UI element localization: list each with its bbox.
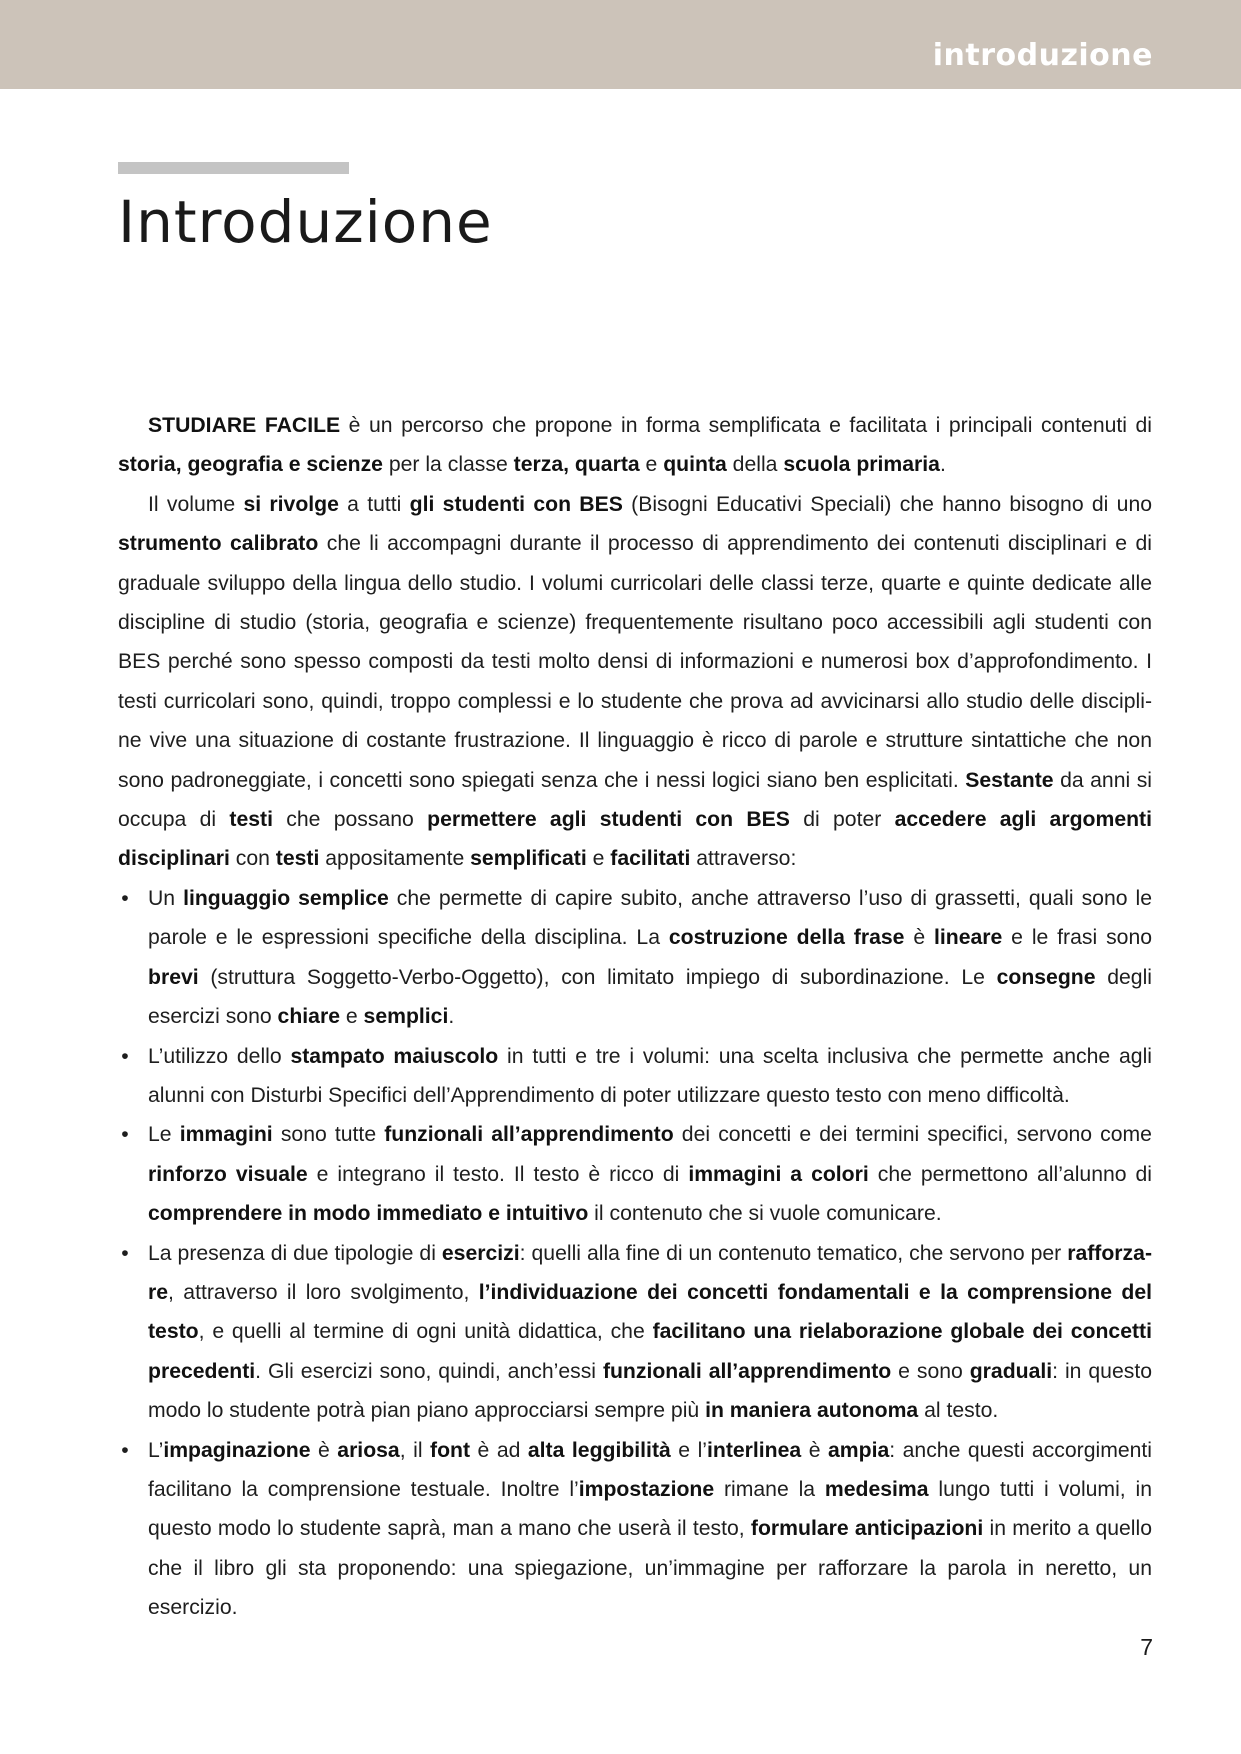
- text-run: .: [939, 453, 946, 477]
- bullet-icon: •: [121, 886, 129, 910]
- text-run: è: [801, 1438, 828, 1462]
- bullet-icon: •: [121, 1438, 129, 1462]
- bold-text: scuola primaria: [783, 453, 940, 477]
- text-run: , attraverso il loro svolgimento,: [168, 1280, 479, 1304]
- bold-text: interlinea: [707, 1438, 802, 1462]
- text-run: (Bisogni Educativi Speciali) che hanno bisogno di uno: [622, 492, 1153, 516]
- text-run: e: [339, 1005, 364, 1029]
- bold-text: formulare anticipazioni: [750, 1517, 984, 1541]
- text-run: e le frasi sono: [1002, 926, 1153, 950]
- text-run: Un: [148, 886, 184, 910]
- bold-text: testi: [275, 847, 320, 871]
- text-run: che permettono all’alunno di: [868, 1162, 1153, 1186]
- bold-text: rafforzare: [148, 1241, 1152, 1304]
- text-run: La presenza di due tipologie di: [148, 1241, 442, 1265]
- text-run: L’utilizzo dello: [148, 1044, 291, 1068]
- text-run: : anche questi accorgimenti facilitano la comprensione testuale. Inoltre l’: [148, 1438, 1153, 1501]
- text-run: Il volume: [148, 492, 244, 516]
- bold-text: testi: [229, 808, 273, 832]
- bold-text: comprendere in modo immediato e intuitivo: [148, 1202, 589, 1226]
- list-item: [118, 879, 1152, 1037]
- bold-text: graduali: [969, 1359, 1053, 1383]
- body-text: [118, 406, 1152, 1628]
- intro-paragraph: [118, 406, 1152, 485]
- bold-text: gli studenti con BES: [409, 492, 623, 516]
- page-title: Introduzione: [118, 188, 493, 256]
- bold-text: funzionali all’apprendimento: [384, 1123, 674, 1147]
- bold-text: stampato maiuscolo: [290, 1044, 499, 1068]
- text-run: è un percorso che propone in forma semplificata e facilitata i principali contenuti di: [340, 414, 1152, 437]
- list-item-text: [148, 887, 1152, 1028]
- list-item-text: [148, 1242, 1152, 1423]
- bold-text: esercizi: [441, 1241, 520, 1265]
- bold-text: quinta: [663, 453, 727, 477]
- text-run: e: [586, 847, 611, 871]
- bold-text: in maniera autonoma: [705, 1399, 919, 1423]
- bold-text: Sestante: [965, 768, 1054, 792]
- bullet-icon: •: [121, 1241, 129, 1265]
- bold-text: chiare: [277, 1005, 340, 1029]
- bold-text: ariosa: [337, 1438, 400, 1462]
- text-run: a tutti: [338, 492, 410, 516]
- text-run: che permette di capire subito, anche attraverso l’uso di grassetti, quali sono le parole e le espressioni specifiche della disciplina. La: [148, 886, 1152, 950]
- bold-text: strumento calibrato: [118, 532, 319, 556]
- text-run: che possano: [272, 808, 428, 832]
- list-item: [118, 1037, 1152, 1116]
- text-run: il contenuto che si vuole comunicare.: [588, 1202, 942, 1226]
- bold-text: linguaggio semplice: [183, 886, 389, 910]
- bold-text: rinforzo visuale: [148, 1162, 308, 1186]
- text-run: degli esercizi sono: [148, 965, 1152, 1029]
- list-item: [118, 1431, 1152, 1628]
- title-rule: [118, 162, 349, 174]
- bold-text: alta leggibilità: [527, 1438, 671, 1462]
- bold-text: costruzione della frase: [668, 926, 905, 950]
- text-run: è: [904, 926, 934, 950]
- text-run: Le: [148, 1123, 180, 1147]
- text-run: rimane la: [714, 1477, 825, 1501]
- bullet-icon: •: [121, 1044, 129, 1068]
- bold-text: semplificati: [470, 847, 587, 871]
- bold-text: consegne: [996, 965, 1096, 989]
- text-run: e sono: [891, 1359, 970, 1383]
- bold-text: immagini a colori: [688, 1162, 869, 1186]
- list-item: [118, 1115, 1152, 1233]
- bold-text: facilitano una rielaborazione globale dei concetti precedenti: [148, 1320, 1152, 1383]
- feature-list: [118, 879, 1152, 1628]
- text-run: : quelli alla fine di un contenuto tematico, che servono per: [519, 1241, 1068, 1265]
- bold-text: immagini: [179, 1123, 273, 1147]
- bold-text: facilitati: [610, 847, 691, 871]
- text-run: , il: [399, 1438, 431, 1462]
- text-run: da anni si occupa di: [118, 768, 1152, 832]
- text-run: dei concetti e dei termini specifici, servono come: [673, 1123, 1152, 1147]
- text-run: in tutti e tre i volumi: una scelta inclusiva che permette anche agli alunni con Disturbi Specifici dell’Apprendimento di poter utilizzare questo testo con meno difficoltà.: [148, 1044, 1152, 1107]
- text-run: della: [726, 453, 784, 477]
- list-item: [118, 1234, 1152, 1431]
- bold-text: impaginazione: [163, 1438, 311, 1462]
- bold-text: brevi: [148, 965, 199, 989]
- text-run: , e quelli al termine di ogni unità didattica, che: [198, 1320, 653, 1344]
- text-run: attraverso:: [690, 847, 797, 871]
- text-run: di poter: [789, 808, 895, 832]
- text-run: lungo tutti i volumi, in questo modo lo studente saprà, man a mano che userà il testo,: [148, 1477, 1152, 1541]
- text-run: e l’: [670, 1438, 707, 1462]
- text-run: sono tutte: [272, 1123, 385, 1147]
- bullet-icon: •: [121, 1123, 129, 1147]
- text-run: e: [639, 453, 664, 477]
- list-item-text: [148, 1045, 1152, 1107]
- description-paragraph: [118, 485, 1152, 879]
- running-header: introduzione: [932, 38, 1153, 73]
- header-band: [0, 0, 1241, 89]
- text-run: in merito a quello che il libro gli sta proponendo: una spiegazione, un’immagine per rafforzare la parola in neretto, un esercizio.: [148, 1517, 1153, 1620]
- text-run: (struttura Soggetto-Verbo-Oggetto), con limitato impiego di subordinazione. Le: [198, 965, 997, 989]
- bold-text: terza, quarta: [513, 453, 640, 477]
- bold-text: accedere agli argomenti disciplinari: [118, 808, 1152, 871]
- bold-text: semplici: [363, 1005, 449, 1029]
- bold-text: STUDIARE FACILE: [148, 414, 341, 437]
- text-run: .: [448, 1005, 455, 1029]
- text-run: appositamente: [319, 847, 471, 871]
- text-run: : in questo modo lo studente potrà pian piano approcciarsi sempre più: [148, 1359, 1153, 1423]
- text-run: . Gli esercizi sono, quindi, anch’essi: [255, 1359, 603, 1383]
- bold-text: storia, geografia e scienze: [118, 453, 383, 477]
- list-item-text: [148, 1439, 1152, 1620]
- text-run: per la classe: [382, 453, 514, 477]
- text-run: e integrano il testo. Il testo è ricco di: [307, 1162, 689, 1186]
- bold-text: font: [430, 1438, 471, 1462]
- bold-text: permettere agli studenti con BES: [427, 808, 790, 832]
- bold-text: funzionali all’apprendimento: [602, 1359, 892, 1383]
- text-run: al testo.: [918, 1399, 999, 1423]
- bold-text: l’individuazione dei concetti fondamentali e la comprensione del testo: [148, 1280, 1152, 1344]
- text-run: con: [229, 847, 276, 871]
- bold-text: si rivolge: [243, 492, 339, 516]
- bold-text: ampia: [828, 1438, 890, 1462]
- text-run: che li accompagni durante il processo di apprendimento dei contenuti disciplinari e di graduale sviluppo della lingua dello studio. I volumi curricolari delle classi terze, quarte e quinte dedicate alle discipline di studio (storia, geografia e scienze) frequentemente risultano poco accessibili agli studenti con BES perché sono spesso composti da testi molto densi di informazioni e numerosi box d’approfondimento. I testi curricolari sono, quindi, troppo complessi e lo studente che prova ad avvicinarsi allo studio delle discipline vive una situazione di costante frustrazione. Il linguaggio è ricco di parole e strutture sintattiche che non sono padroneggiate, i concetti sono spiegati senza che i nessi logici siano ben esplicitati.: [118, 532, 1152, 792]
- text-run: L’: [148, 1438, 164, 1462]
- bold-text: impostazione: [578, 1477, 715, 1501]
- bold-text: lineare: [933, 926, 1003, 950]
- page-number: 7: [1140, 1634, 1153, 1660]
- list-item-text: [148, 1123, 1152, 1225]
- text-run: è ad: [470, 1438, 528, 1462]
- bold-text: medesima: [824, 1477, 929, 1501]
- text-run: è: [310, 1438, 338, 1462]
